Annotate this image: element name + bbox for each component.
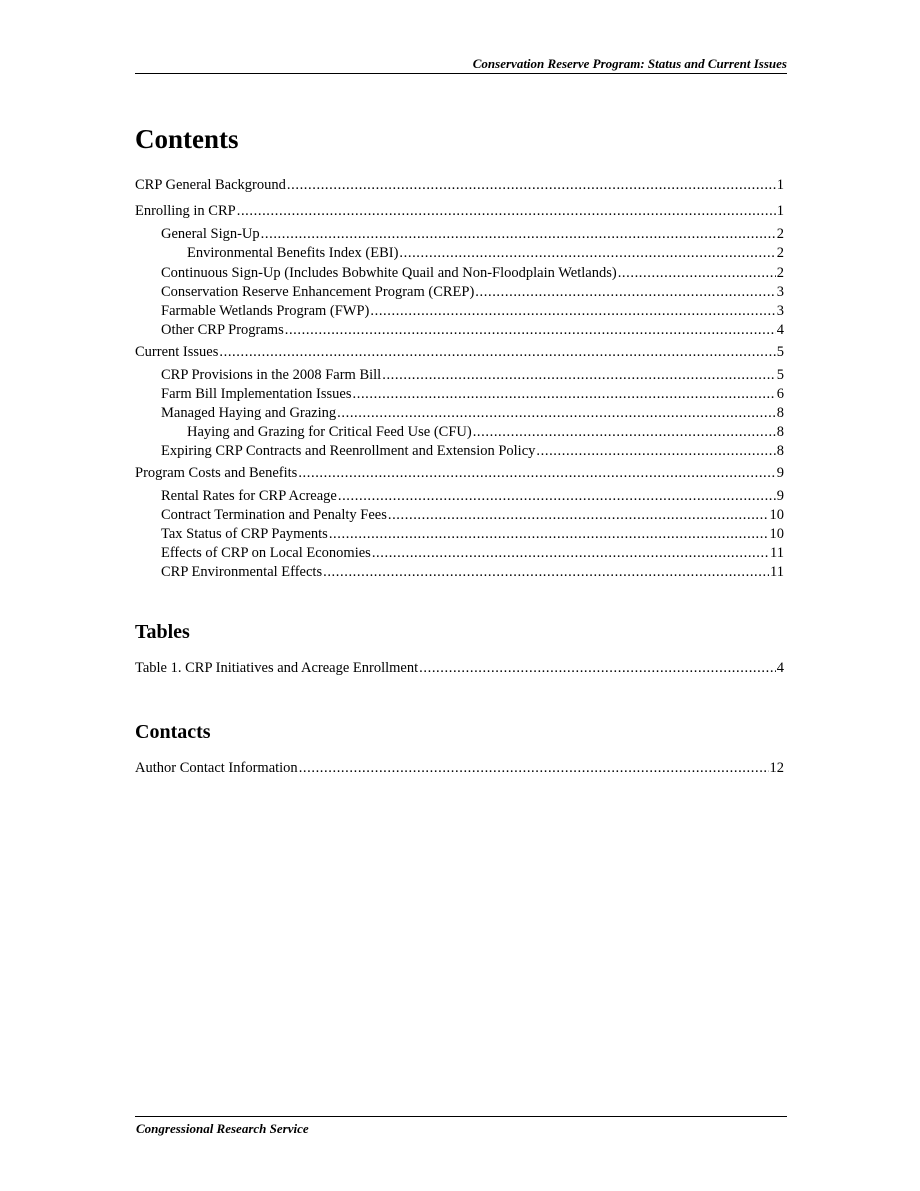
- toc-entry-page-number: 8: [776, 443, 784, 459]
- toc-entry-page-number: 8: [776, 405, 784, 421]
- toc-entry[interactable]: [187, 244, 784, 262]
- toc-entry-page-number: 11: [770, 545, 784, 561]
- toc-entry-title: Enrolling in CRP: [135, 203, 236, 219]
- contents-heading: Contents: [135, 124, 239, 154]
- toc-entry[interactable]: [161, 563, 784, 581]
- toc-entry-page-number: 9: [776, 488, 784, 504]
- toc-entry[interactable]: [161, 283, 784, 301]
- toc-dot-leader: [329, 525, 769, 543]
- toc-dot-leader: [618, 264, 776, 282]
- toc-entry[interactable]: [135, 759, 784, 777]
- header-rule: [135, 73, 787, 74]
- toc-entry-page-number: 4: [776, 322, 784, 338]
- toc-entry-title: Effects of CRP on Local Economies: [161, 545, 371, 561]
- toc-entry-title: General Sign-Up: [161, 226, 260, 242]
- toc-entry-page-number: 4: [776, 660, 784, 676]
- toc-entry-page-number: 2: [776, 265, 784, 281]
- running-header: Conservation Reserve Program: Status and Current Issues: [472, 56, 787, 71]
- toc-dot-leader: [299, 759, 769, 777]
- toc-dot-leader: [536, 442, 775, 460]
- running-footer: Congressional Research Service: [136, 1121, 309, 1136]
- toc-entry-page-number: 3: [776, 284, 784, 300]
- toc-dot-leader: [370, 302, 775, 320]
- toc-entry-page-number: 3: [776, 303, 784, 319]
- toc-dot-leader: [475, 283, 775, 301]
- toc-entry[interactable]: [161, 366, 784, 384]
- toc-entry-title: Expiring CRP Contracts and Reenrollment and Extension Policy: [161, 443, 536, 459]
- toc-dot-leader: [473, 423, 776, 441]
- toc-entry-page-number: 11: [770, 564, 784, 580]
- toc-dot-leader: [388, 506, 769, 524]
- toc-entry-page-number: 1: [776, 203, 784, 219]
- toc-entry[interactable]: [161, 225, 784, 243]
- toc-entry-title: Managed Haying and Grazing: [161, 405, 337, 421]
- toc-entry-title: Table 1. CRP Initiatives and Acreage Enrollment: [135, 660, 419, 676]
- toc-entry-title: Other CRP Programs: [161, 322, 284, 338]
- toc-dot-leader: [237, 202, 776, 220]
- toc-entry[interactable]: [135, 176, 784, 194]
- contacts-heading: Contacts: [135, 721, 211, 743]
- toc-entry[interactable]: [161, 264, 784, 282]
- toc-entry-page-number: 5: [776, 367, 784, 383]
- footer-rule: [135, 1116, 787, 1117]
- toc-entry[interactable]: [135, 343, 784, 361]
- toc-entry[interactable]: [161, 385, 784, 403]
- toc-entry-title: Tax Status of CRP Payments: [161, 526, 328, 542]
- toc-entry[interactable]: [161, 525, 784, 543]
- toc-entry-title: Rental Rates for CRP Acreage: [161, 488, 337, 504]
- toc-dot-leader: [337, 404, 776, 422]
- toc-entry-page-number: 2: [776, 226, 784, 242]
- toc-dot-leader: [399, 244, 775, 262]
- toc-entry-page-number: 12: [769, 760, 784, 776]
- toc-entry[interactable]: [161, 321, 784, 339]
- toc-entry[interactable]: [187, 423, 784, 441]
- tables-heading: Tables: [135, 621, 190, 643]
- toc-entry[interactable]: [135, 464, 784, 482]
- toc-entry-page-number: 8: [776, 424, 784, 440]
- toc-dot-leader: [287, 176, 776, 194]
- toc-dot-leader: [382, 366, 776, 384]
- toc-dot-leader: [298, 464, 775, 482]
- toc-entry-title: Current Issues: [135, 344, 219, 360]
- toc-entry-title: CRP Environmental Effects: [161, 564, 323, 580]
- toc-entry-page-number: 9: [776, 465, 784, 481]
- toc-dot-leader: [338, 487, 776, 505]
- toc-entry[interactable]: [161, 544, 784, 562]
- toc-entry-page-number: 6: [776, 386, 784, 402]
- toc-dot-leader: [353, 385, 776, 403]
- toc-dot-leader: [261, 225, 776, 243]
- toc-entry[interactable]: [135, 202, 784, 220]
- toc-entry-title: Farmable Wetlands Program (FWP): [161, 303, 370, 319]
- toc-entry-title: Author Contact Information: [135, 760, 298, 776]
- toc-dot-leader: [219, 343, 775, 361]
- toc-entry-page-number: 10: [769, 526, 784, 542]
- toc-entry-page-number: 5: [776, 344, 784, 360]
- toc-entry[interactable]: [161, 487, 784, 505]
- toc-entry-title: Program Costs and Benefits: [135, 465, 298, 481]
- toc-dot-leader: [419, 659, 776, 677]
- toc-entry-title: CRP Provisions in the 2008 Farm Bill: [161, 367, 382, 383]
- toc-entry-title: Environmental Benefits Index (EBI): [187, 245, 399, 261]
- toc-entry-title: CRP General Background: [135, 177, 286, 193]
- toc-entry-title: Contract Termination and Penalty Fees: [161, 507, 387, 523]
- toc-entry[interactable]: [161, 442, 784, 460]
- toc-entry-page-number: 1: [776, 177, 784, 193]
- toc-entry-page-number: 10: [769, 507, 784, 523]
- toc-entry-title: Continuous Sign-Up (Includes Bobwhite Quail and Non-Floodplain Wetlands): [161, 265, 617, 281]
- toc-entry-title: Conservation Reserve Enhancement Program (CREP): [161, 284, 475, 300]
- toc-entry-title: Farm Bill Implementation Issues: [161, 386, 352, 402]
- toc-dot-leader: [372, 544, 769, 562]
- toc-entry-page-number: 2: [776, 245, 784, 261]
- toc-entry-title: Haying and Grazing for Critical Feed Use (CFU): [187, 424, 472, 440]
- toc-dot-leader: [285, 321, 776, 339]
- toc-entry[interactable]: [161, 302, 784, 320]
- toc-entry[interactable]: [135, 659, 784, 677]
- toc-entry[interactable]: [161, 506, 784, 524]
- toc-dot-leader: [323, 563, 769, 581]
- toc-entry[interactable]: [161, 404, 784, 422]
